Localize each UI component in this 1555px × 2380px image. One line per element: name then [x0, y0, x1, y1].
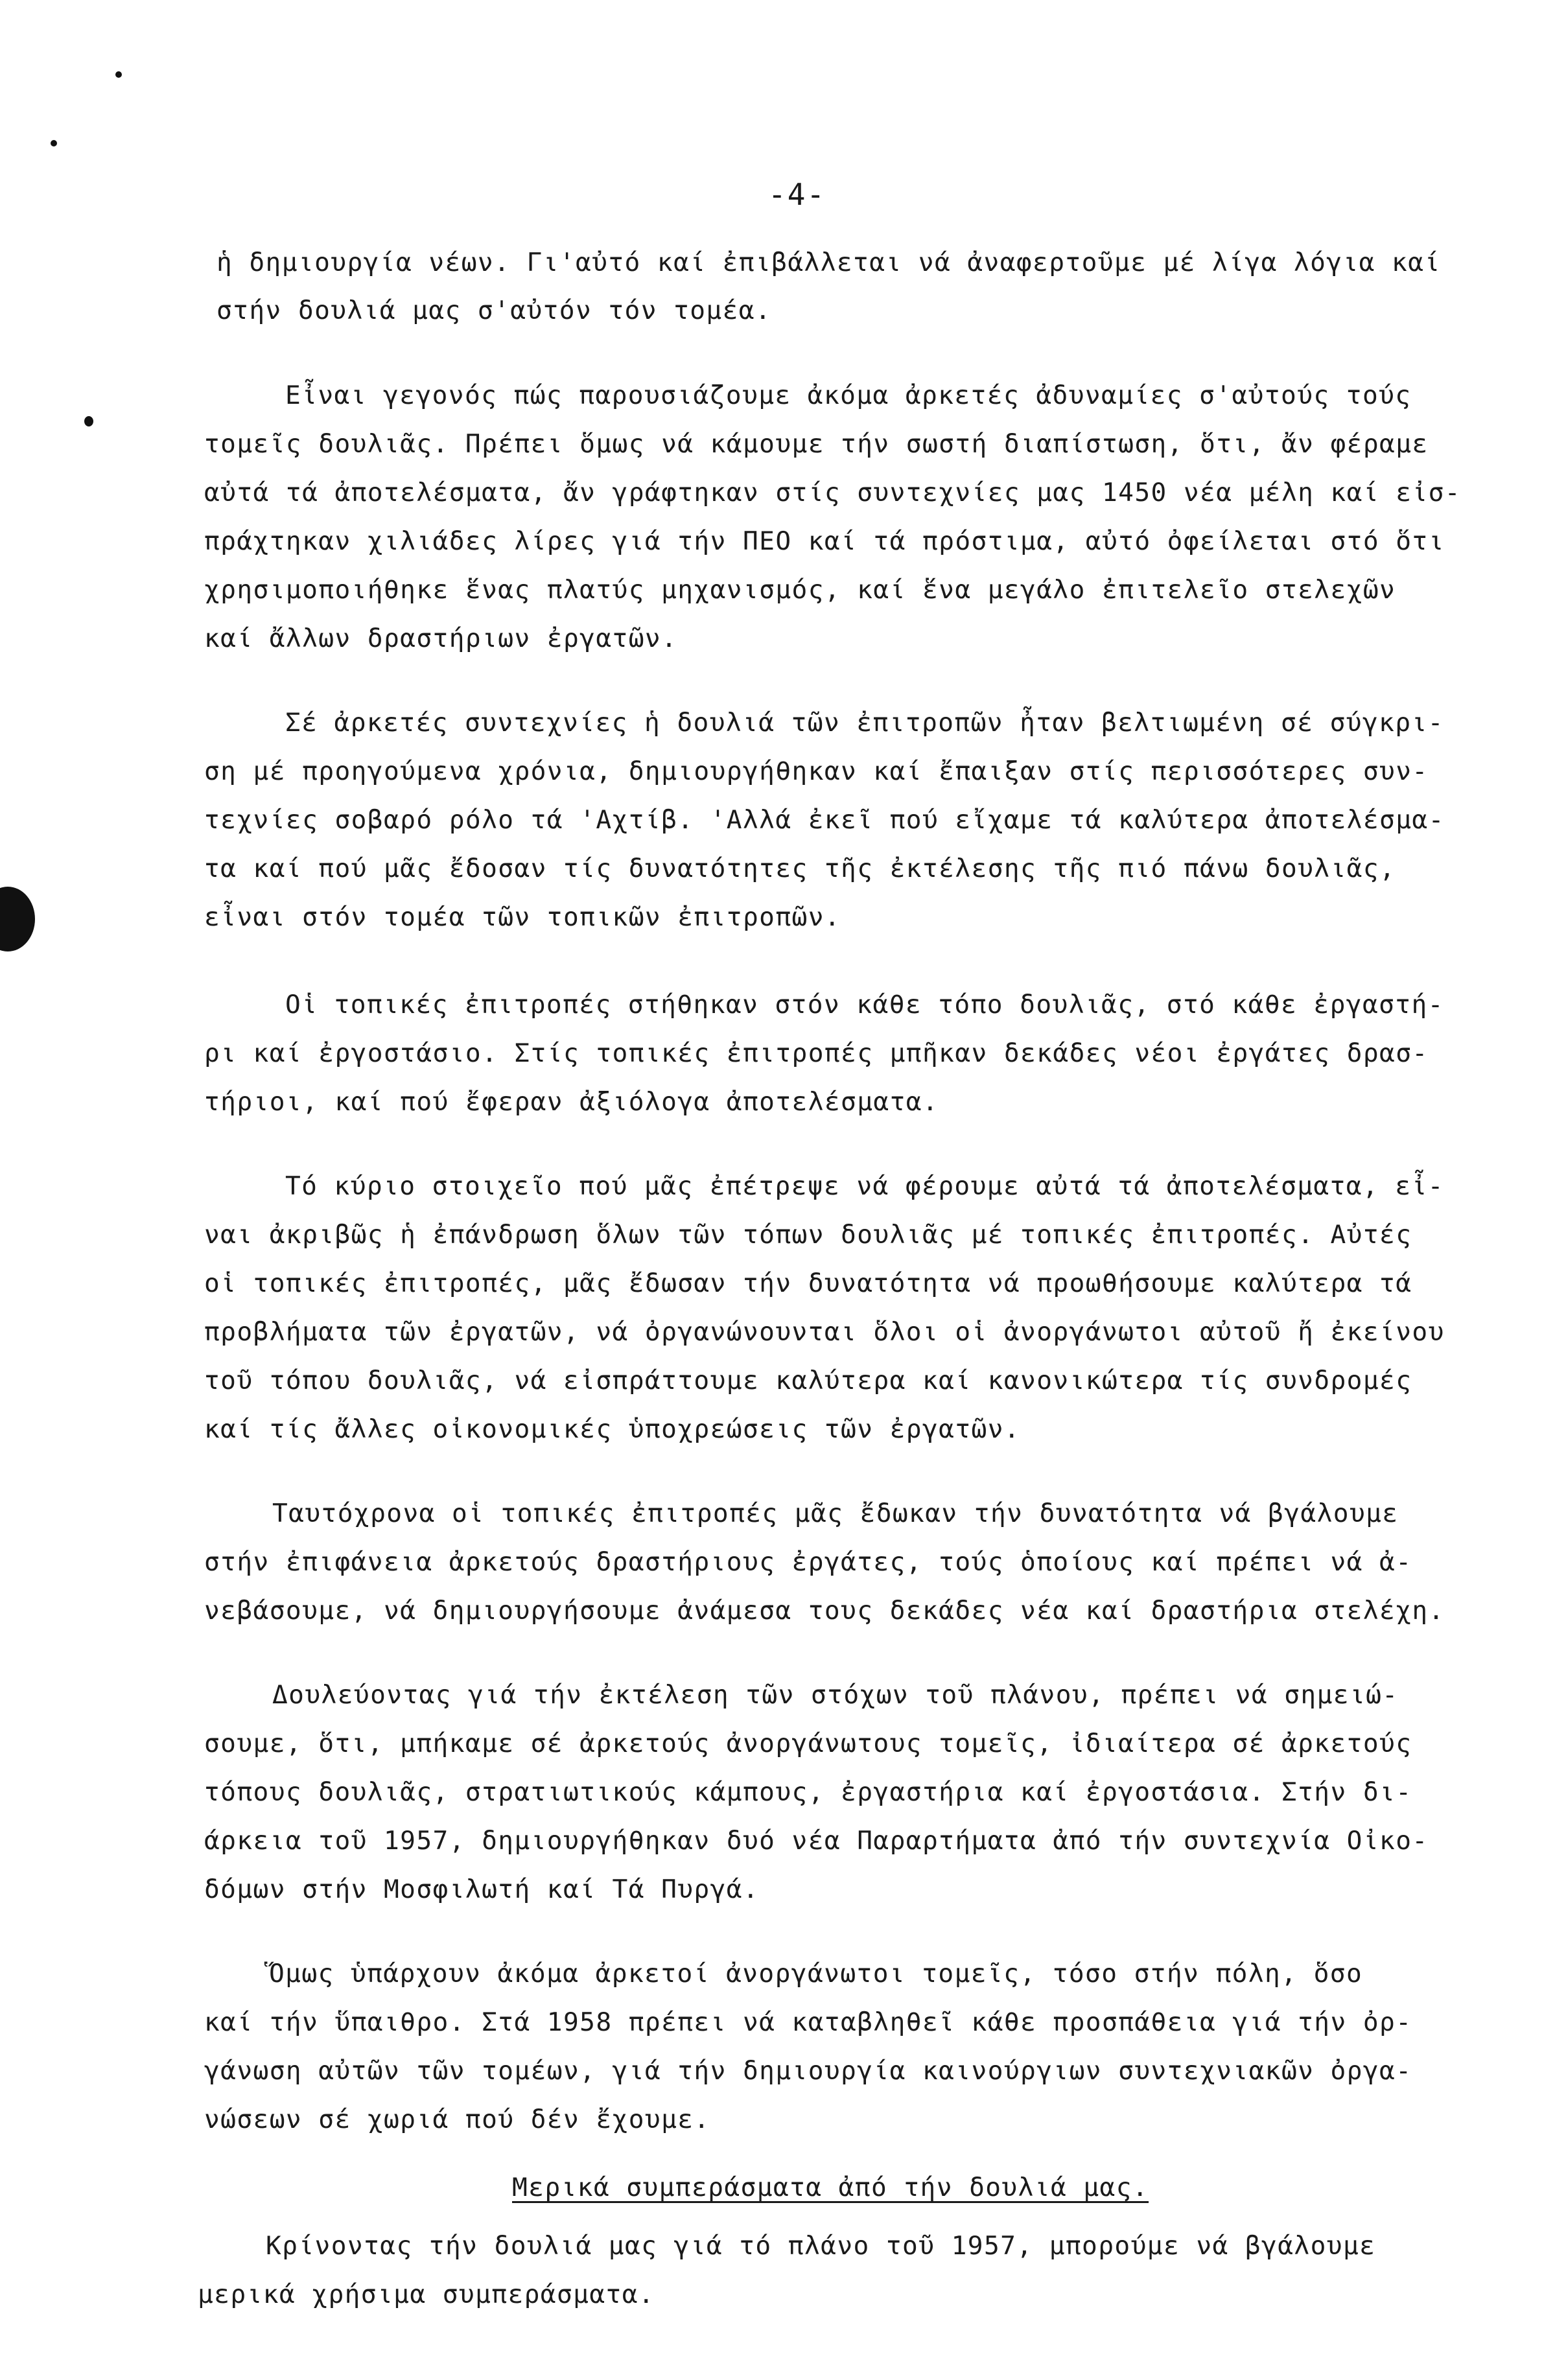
text-line: μερικά χρήσιμα συμπεράσματα. — [198, 2280, 655, 2309]
text-line: προβλήματα τῶν ἐργατῶν, νά ὀργανώνουνται ὅλοι οἱ ἀνοργάνωτοι αὐτοῦ ἤ ἐκείνου — [204, 1317, 1445, 1347]
text-line: τομεῖς δουλιᾶς. Πρέπει ὅμως νά κάμουμε τήν σωστή διαπίστωση, ὅτι, ἄν φέραμε — [204, 429, 1429, 459]
text-line: στήν ἐπιφάνεια ἀρκετούς δραστήριους ἐργάτες, τούς ὁποίους καί πρέπει νά ἀ- — [204, 1547, 1412, 1577]
text-line: τοῦ τόπου δουλιᾶς, νά εἰσπράττουμε καλύτερα καί κανονικώτερα τίς συνδρομές — [204, 1366, 1412, 1395]
hole-punch-mark — [0, 887, 35, 951]
text-line: τόπους δουλιᾶς, στρατιωτικούς κάμπους, ἐργαστήρια καί ἐργοστάσια. Στήν δι- — [204, 1777, 1412, 1807]
text-line: σουμε, ὅτι, μπήκαμε σέ ἀρκετούς ἀνοργάνωτους τομεῖς, ἰδιαίτερα σέ ἀρκετούς — [204, 1729, 1412, 1758]
text-line: τεχνίες σοβαρό ρόλο τά 'Αχτίβ. 'Αλλά ἐκεῖ πού εἴχαμε τά καλύτερα ἀποτελέσμα- — [204, 805, 1445, 835]
text-line: ση μέ προηγούμενα χρόνια, δημιουργήθηκαν καί ἔπαιξαν στίς περισσότερες συν- — [204, 756, 1429, 786]
text-line: Σέ ἀρκετές συντεχνίες ἡ δουλιά τῶν ἐπιτροπῶν ἦταν βελτιωμένη σέ σύγκρι- — [285, 708, 1444, 738]
text-line: Ταυτόχρονα οἱ τοπικές ἐπιτροπές μᾶς ἔδωκαν τήν δυνατότητα νά βγάλουμε — [272, 1499, 1399, 1528]
text-line: χρησιμοποιήθηκε ἕνας πλατύς μηχανισμός, καί ἕνα μεγάλο ἐπιτελεῖο στελεχῶν — [204, 575, 1396, 605]
text-line: Ὅμως ὑπάρχουν ἀκόμα ἀρκετοί ἀνοργάνωτοι τομεῖς, τόσο στήν πόλη, ὅσο — [269, 1959, 1363, 1989]
text-line: ρι καί ἐργοστάσιο. Στίς τοπικές ἐπιτροπές μπῆκαν δεκάδες νέοι ἐργάτες δρασ- — [204, 1038, 1429, 1068]
ink-speck — [115, 71, 122, 78]
text-line: καί τίς ἄλλες οἰκονομικές ὑποχρεώσεις τῶν ἐργατῶν. — [204, 1414, 1021, 1444]
text-line: Κρίνοντας τήν δουλιά μας γιά τό πλάνο τοῦ 1957, μπορούμε νά βγάλουμε — [266, 2231, 1376, 2261]
text-line: καί τήν ὕπαιθρο. Στά 1958 πρέπει νά καταβληθεῖ κάθε προσπάθεια γιά τήν ὀρ- — [204, 2007, 1412, 2037]
text-line: νώσεων σέ χωριά πού δέν ἔχουμε. — [204, 2105, 710, 2134]
text-line: ἡ δημιουργία νέων. Γι'αὐτό καί ἐπιβάλλεται νά ἀναφερτοῦμε μέ λίγα λόγια καί — [216, 248, 1441, 277]
text-line: Τό κύριο στοιχεῖο πού μᾶς ἐπέτρεψε νά φέρουμε αὐτά τά ἀποτελέσματα, εἶ- — [285, 1171, 1444, 1201]
ink-speck — [51, 140, 57, 146]
text-line: άρκεια τοῦ 1957, δημιουργήθηκαν δυό νέα Παραρτήματα ἀπό τήν συντεχνία Οἰκο- — [204, 1826, 1429, 1856]
text-line: Οἱ τοπικές ἐπιτροπές στήθηκαν στόν κάθε τόπο δουλιᾶς, στό κάθε ἐργαστή- — [285, 990, 1444, 1020]
text-line: Δουλεύοντας γιά τήν ἐκτέλεση τῶν στόχων τοῦ πλάνου, πρέπει νά σημειώ- — [272, 1680, 1399, 1710]
text-line: πράχτηκαν χιλιάδες λίρες γιά τήν ΠΕΟ καί τά πρόστιμα, αὐτό ὀφείλεται στό ὅτι — [204, 526, 1445, 556]
text-line: τήριοι, καί πού ἔφεραν ἀξιόλογα ἀποτελέσματα. — [204, 1087, 939, 1117]
text-line: οἱ τοπικές ἐπιτροπές, μᾶς ἔδωσαν τήν δυνατότητα νά προωθήσουμε καλύτερα τά — [204, 1268, 1412, 1298]
text-line: νεβάσουμε, νά δημιουργήσουμε ἀνάμεσα τους δεκάδες νέα καί δραστήρια στελέχη. — [204, 1596, 1445, 1626]
page-number: -4- — [768, 177, 826, 212]
text-line: τα καί πού μᾶς ἔδοσαν τίς δυνατότητες τῆς ἐκτέλεσης τῆς πιό πάνω δουλιᾶς, — [204, 854, 1396, 883]
text-line: δόμων στήν Μοσφιλωτή καί Τά Πυργά. — [204, 1874, 760, 1904]
text-line: στήν δουλιά μας σ'αὐτόν τόν τομέα. — [216, 296, 772, 325]
text-line: γάνωση αὐτῶν τῶν τομέων, γιά τήν δημιουργία καινούργιων συντεχνιακῶν ὀργα- — [204, 2056, 1412, 2086]
ink-speck — [84, 416, 93, 426]
section-heading: Μερικά συμπεράσματα ἀπό τήν δουλιά μας. — [512, 2173, 1149, 2202]
text-line: Εἶναι γεγονός πώς παρουσιάζουμε ἀκόμα ἀρκετές ἀδυναμίες σ'αὐτούς τούς — [285, 380, 1412, 410]
text-line: ναι ἀκριβῶς ἡ ἐπάνδρωση ὅλων τῶν τόπων δουλιᾶς μέ τοπικές ἐπιτροπές. Αὐτές — [204, 1220, 1412, 1250]
text-line: εἶναι στόν τομέα τῶν τοπικῶν ἐπιτροπῶν. — [204, 902, 841, 932]
text-line: καί ἄλλων δραστήριων ἐργατῶν. — [204, 624, 678, 653]
text-line: αὐτά τά ἀποτελέσματα, ἄν γράφτηκαν στίς συντεχνίες μας 1450 νέα μέλη καί εἰσ- — [204, 478, 1461, 508]
